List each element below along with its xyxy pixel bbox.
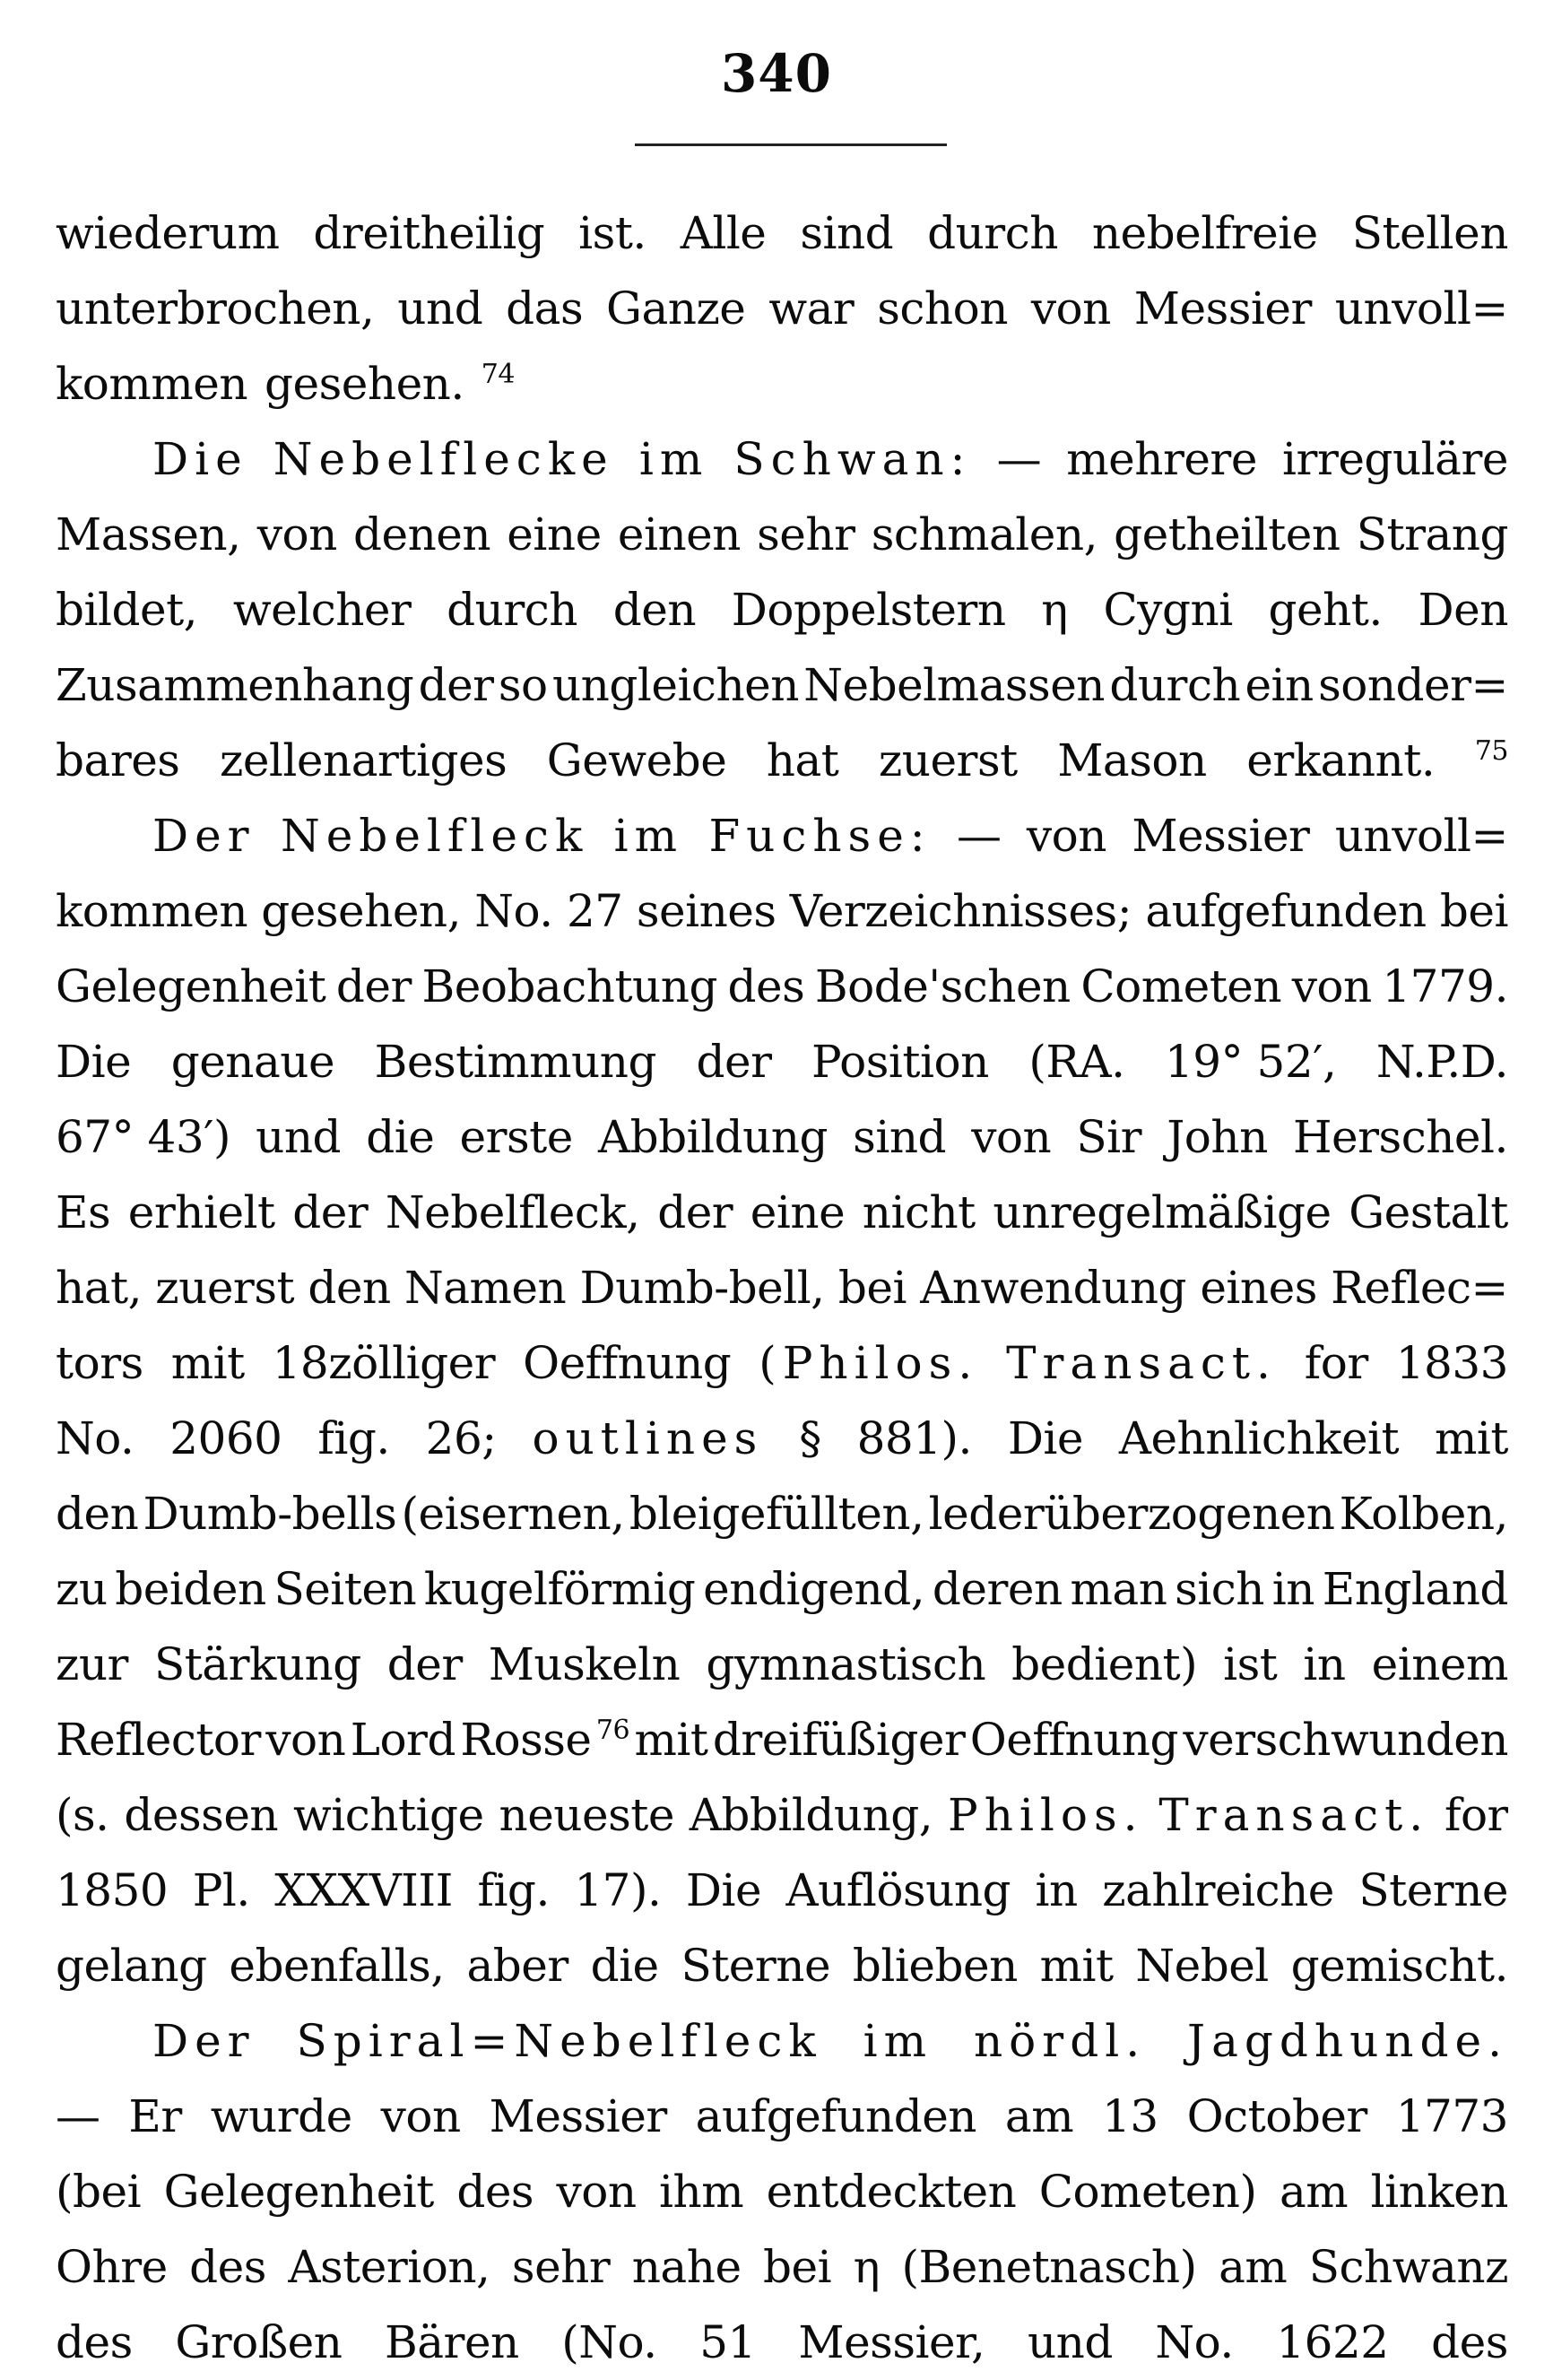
word: unvoll= <box>1334 282 1508 334</box>
word: des <box>456 2166 534 2218</box>
word: kugelförmig <box>423 1563 696 1615</box>
word: ebenfalls, <box>229 1940 445 1992</box>
word: aufgefunden <box>695 2090 976 2142</box>
word: bei <box>1439 885 1508 937</box>
word: — <box>996 433 1042 485</box>
word: Rosse <box>460 1714 592 1766</box>
word: nebelfreie <box>1091 207 1318 259</box>
word: Seiten <box>273 1563 417 1615</box>
word: October <box>1186 2090 1367 2142</box>
body-text <box>56 195 1508 2380</box>
word: zur <box>56 1638 128 1690</box>
word: bares <box>56 734 180 786</box>
word: Zusammenhang <box>56 659 414 711</box>
word: mit <box>170 1337 245 1389</box>
word: Ganze <box>606 282 746 334</box>
word: von <box>256 508 337 560</box>
word: man <box>1070 1563 1167 1615</box>
word: in <box>1271 1563 1314 1615</box>
word: Nebelfleck <box>280 810 589 862</box>
word: im <box>613 810 684 862</box>
word: Bode'schen <box>814 960 1071 1012</box>
word: denen <box>352 508 491 560</box>
word: der <box>335 960 412 1012</box>
word: (bei <box>56 2166 142 2218</box>
word: so <box>498 659 548 711</box>
word: der <box>386 1638 463 1690</box>
text-line <box>56 572 1508 647</box>
word: des <box>727 960 805 1012</box>
word: sehr <box>757 508 855 560</box>
word: Asterion, <box>288 2241 490 2293</box>
word: unregelmäßige <box>993 1186 1332 1238</box>
word: ein <box>1245 659 1314 711</box>
word: mit <box>634 1714 708 1766</box>
word: 1833 <box>1395 1337 1508 1389</box>
word: Die <box>685 1864 762 1916</box>
word: Position <box>811 1036 989 1088</box>
text-line <box>56 1401 1508 1476</box>
word: 1850 <box>56 1864 169 1916</box>
word: verschwunden <box>1183 1714 1508 1766</box>
word: Mason <box>1057 734 1207 786</box>
word: Namen <box>403 1262 567 1314</box>
word: und <box>256 1111 342 1163</box>
word: ist <box>1223 1638 1278 1690</box>
word: bei <box>763 2241 832 2293</box>
footnote-ref: 74 <box>481 359 515 390</box>
word: Aehnlichkeit <box>1118 1412 1400 1464</box>
word: nördl. <box>973 2015 1147 2067</box>
word: blieben <box>852 1940 1018 1992</box>
text-line <box>56 346 1508 421</box>
word: erste <box>459 1111 573 1163</box>
word: hat <box>766 734 839 786</box>
word: outlines <box>532 1412 764 1464</box>
footnote-ref: 75 <box>1474 735 1508 767</box>
word: No. <box>56 1412 134 1464</box>
word: Die <box>56 1036 132 1088</box>
word: Herschel. <box>1292 1111 1508 1163</box>
word: eine <box>507 508 602 560</box>
word: bei <box>837 1262 907 1314</box>
word: aber <box>466 1940 568 1992</box>
text-line <box>56 1777 1508 1853</box>
word: Dumb-bell, <box>579 1262 825 1314</box>
word: nahe <box>631 2241 742 2293</box>
word: erkannt. <box>1246 734 1436 786</box>
word: No. <box>1155 2316 1234 2368</box>
word: Cometen) <box>1038 2166 1257 2218</box>
word: kommen <box>56 358 248 410</box>
text-line <box>56 1476 1508 1551</box>
word: eines <box>1200 1262 1317 1314</box>
text-line <box>56 2079 1508 2154</box>
word: genaue <box>170 1036 335 1088</box>
text-line <box>56 2154 1508 2229</box>
word: Sterne <box>1358 1864 1508 1916</box>
word: fig. <box>317 1412 390 1464</box>
text-line <box>56 1853 1508 1928</box>
word: der <box>418 659 494 711</box>
word: geht. <box>1268 584 1383 636</box>
word: 18zölliger <box>272 1337 496 1389</box>
word: in <box>1035 1864 1078 1916</box>
word: mehrere <box>1066 433 1257 485</box>
text-line <box>56 497 1508 572</box>
word: Sterne <box>681 1940 831 1992</box>
text-line <box>56 647 1508 723</box>
word: Er <box>128 2090 182 2142</box>
word: for <box>1444 1789 1508 1841</box>
word: zahlreiche <box>1102 1864 1334 1916</box>
text-line <box>56 2229 1508 2305</box>
word: Schwanz <box>1308 2241 1508 2293</box>
word: dessen <box>124 1789 279 1841</box>
word: sich <box>1175 1563 1265 1615</box>
word: 881). <box>856 1412 972 1464</box>
word: Transact. <box>1158 1789 1430 1841</box>
word: Gewebe <box>546 734 727 786</box>
word: wiederum <box>56 207 280 259</box>
word: von <box>265 1714 346 1766</box>
word: Großen <box>175 2316 343 2368</box>
word: am <box>1219 2241 1288 2293</box>
word: Beobachtung <box>421 960 717 1012</box>
text-line <box>56 1175 1508 1250</box>
word: Messier, <box>798 2316 985 2368</box>
text-line <box>56 1551 1508 1627</box>
word: mit <box>1435 1412 1508 1464</box>
word: sonder= <box>1318 659 1508 711</box>
text-line <box>56 1627 1508 1702</box>
word: Auflösung <box>785 1864 1011 1916</box>
word: und <box>1027 2316 1113 2368</box>
word: von <box>1291 960 1372 1012</box>
word: N.P.D. <box>1375 1036 1508 1088</box>
text-line <box>56 1024 1508 1099</box>
word: — <box>957 810 1002 862</box>
word: η <box>853 2241 881 2293</box>
text-line <box>56 949 1508 1024</box>
word: gymnastisch <box>706 1638 986 1690</box>
word: gemischt. <box>1290 1940 1508 1992</box>
word: Ohre <box>56 2241 168 2293</box>
word: Philos. <box>948 1789 1144 1841</box>
word: Nebelfleck, <box>385 1186 640 1238</box>
word: einen <box>617 508 741 560</box>
header-rule <box>635 143 947 146</box>
word: 13 <box>1102 2090 1158 2142</box>
word: Strang <box>1356 508 1508 560</box>
word: 19° 52′, <box>1165 1036 1337 1088</box>
word: unvoll= <box>1334 810 1508 862</box>
word: aufgefunden <box>1145 885 1427 937</box>
word: kommen <box>56 885 248 937</box>
word: Lord <box>350 1714 455 1766</box>
word: sind <box>853 1111 947 1163</box>
word: Oeffnung <box>969 1714 1179 1766</box>
word: des <box>1431 2316 1508 2368</box>
word: Reflector <box>56 1714 261 1766</box>
text-line <box>56 798 1508 873</box>
text-line <box>56 271 1508 346</box>
word: irreguläre <box>1282 433 1508 485</box>
word: am <box>1004 2090 1074 2142</box>
word: — <box>56 2090 100 2142</box>
word: ungleichen <box>551 659 799 711</box>
word: linken <box>1370 2166 1508 2218</box>
word: endigend, <box>703 1563 925 1615</box>
word: war <box>768 282 855 334</box>
word: Sir <box>1076 1111 1142 1163</box>
word: der <box>657 1186 733 1238</box>
word: Stellen <box>1351 207 1508 259</box>
word: das <box>506 282 584 334</box>
word: lederüberzogenen <box>928 1488 1335 1540</box>
word: 1773 <box>1395 2090 1508 2142</box>
word: seines <box>636 885 776 937</box>
word: sind <box>800 207 894 259</box>
word: nicht <box>862 1186 976 1238</box>
word: Stärkung <box>153 1638 361 1690</box>
word: Es <box>56 1186 111 1238</box>
word: Messier <box>1132 810 1310 862</box>
text-line <box>56 1099 1508 1175</box>
text-line <box>56 195 1508 271</box>
word: Die <box>152 433 248 485</box>
word: gesehen, <box>261 885 462 937</box>
word: hat, <box>56 1262 142 1314</box>
word: einem <box>1371 1638 1508 1690</box>
word: Fuchse: <box>708 810 932 862</box>
word: gesehen. <box>265 358 464 410</box>
word: des <box>56 2316 133 2368</box>
word: wurde <box>210 2090 352 2142</box>
word: ist. <box>578 207 646 259</box>
word: von <box>1026 810 1106 862</box>
word: bedient) <box>1011 1638 1198 1690</box>
word: zu <box>56 1563 108 1615</box>
word: bildet, <box>56 584 198 636</box>
word: unterbrochen, <box>56 282 375 334</box>
word: entdeckten <box>766 2166 1017 2218</box>
footnote-ref: 76 <box>595 1715 630 1746</box>
word: erhielt <box>127 1186 275 1238</box>
text-line <box>56 723 1508 798</box>
word: Reflec= <box>1331 1262 1508 1314</box>
word: sehr <box>511 2241 611 2293</box>
word: (Benetnasch) <box>901 2241 1197 2293</box>
word: der <box>696 1036 772 1088</box>
word: getheilten <box>1114 508 1340 560</box>
word: Abbildung <box>597 1111 829 1163</box>
word: Messier <box>1133 282 1312 334</box>
text-line <box>56 1928 1508 2003</box>
word: 27 <box>566 885 623 937</box>
word: Cometen <box>1080 960 1282 1012</box>
text-line <box>56 421 1508 497</box>
word: Spiral=Nebelfleck <box>296 2015 822 2067</box>
word: den <box>612 584 697 636</box>
word: XXXVIII <box>274 1864 453 1916</box>
word: Doppelstern <box>731 584 1006 636</box>
word: John <box>1167 1111 1268 1163</box>
word: deren <box>932 1563 1063 1615</box>
word: 26; <box>425 1412 497 1464</box>
word: Nebelmassen <box>803 659 1106 711</box>
word: (eisernen, <box>401 1488 625 1540</box>
word: Alle <box>680 207 767 259</box>
word: § <box>799 1412 821 1464</box>
word: von <box>556 2166 637 2218</box>
word: 1779. <box>1382 960 1508 1012</box>
word: Den <box>1418 584 1508 636</box>
word: Massen, <box>56 508 241 560</box>
word: Gestalt <box>1349 1186 1508 1238</box>
word: No. <box>474 885 553 937</box>
word: 1622 <box>1276 2316 1389 2368</box>
word: mit <box>1039 1940 1114 1992</box>
word: schon <box>877 282 1008 334</box>
word: Dumb-bells <box>143 1488 397 1540</box>
word: und <box>397 282 483 334</box>
word: Verzeichnisses; <box>789 885 1132 937</box>
word: 17). <box>574 1864 662 1916</box>
word: Anwendung <box>920 1262 1187 1314</box>
word: England <box>1322 1563 1508 1615</box>
word: die <box>590 1940 659 1992</box>
word: 51 <box>699 2316 756 2368</box>
word: Muskeln <box>488 1638 681 1690</box>
word: des <box>189 2241 266 2293</box>
word: tors <box>56 1337 143 1389</box>
word: im <box>863 2015 933 2067</box>
word: fig. <box>477 1864 550 1916</box>
word: (s. <box>56 1789 109 1841</box>
word: gelang <box>56 1940 207 1992</box>
word: dreitheilig <box>313 207 545 259</box>
word: 2060 <box>169 1412 282 1464</box>
word: Bären <box>385 2316 519 2368</box>
word: (No. <box>561 2316 657 2368</box>
word: Bestimmung <box>374 1036 656 1088</box>
word: zuerst <box>155 1262 295 1314</box>
word: Kolben, <box>1339 1488 1508 1540</box>
word: der <box>292 1186 369 1238</box>
word: in <box>1303 1638 1346 1690</box>
word: dreifüßiger <box>712 1714 966 1766</box>
word: Die <box>1007 1412 1083 1464</box>
word: von <box>971 1111 1052 1163</box>
word: Oeffnung <box>523 1337 732 1389</box>
word: Nebel <box>1135 1940 1269 1992</box>
word: Gelegenheit <box>56 960 326 1012</box>
word: den <box>56 1488 139 1540</box>
word: Gelegenheit <box>163 2166 434 2218</box>
word: zuerst <box>878 734 1018 786</box>
word: die <box>366 1111 435 1163</box>
word: am <box>1279 2166 1349 2218</box>
text-line <box>56 873 1508 949</box>
word: ihm <box>659 2166 744 2218</box>
word: beiden <box>115 1563 266 1615</box>
text-line <box>56 2305 1508 2380</box>
word: durch <box>927 207 1058 259</box>
word: Schwan: <box>733 433 972 485</box>
word: neueste <box>499 1789 674 1841</box>
text-line <box>56 1250 1508 1325</box>
word: wichtige <box>292 1789 484 1841</box>
text-line <box>56 1325 1508 1401</box>
word: zellenartiges <box>219 734 508 786</box>
word: eine <box>750 1186 846 1238</box>
word: Cygni <box>1103 584 1233 636</box>
text-line <box>56 1702 1508 1777</box>
word: im <box>638 433 709 485</box>
word: 67° 43′) <box>56 1111 230 1163</box>
text-line <box>56 2003 1508 2079</box>
word: bleigefüllten, <box>629 1488 924 1540</box>
word: Transact. <box>1006 1337 1277 1389</box>
word: Der <box>152 2015 256 2067</box>
word: den <box>308 1262 391 1314</box>
word: Pl. <box>192 1864 250 1916</box>
word: (Philos. <box>759 1337 979 1389</box>
word: Abbildung, <box>689 1789 933 1841</box>
word: von <box>1030 282 1111 334</box>
word: Der <box>152 810 256 862</box>
word: Messier <box>489 2090 667 2142</box>
word: η <box>1041 584 1068 636</box>
word: durch <box>1109 659 1241 711</box>
word: durch <box>447 584 577 636</box>
page-number: 340 <box>720 43 833 104</box>
word: Jagdhunde. <box>1187 2015 1508 2067</box>
word: schmalen, <box>871 508 1098 560</box>
word: (RA. <box>1028 1036 1125 1088</box>
word: Nebelflecke <box>273 433 614 485</box>
word: welcher <box>232 584 412 636</box>
word: for <box>1304 1337 1368 1389</box>
word: von <box>380 2090 461 2142</box>
